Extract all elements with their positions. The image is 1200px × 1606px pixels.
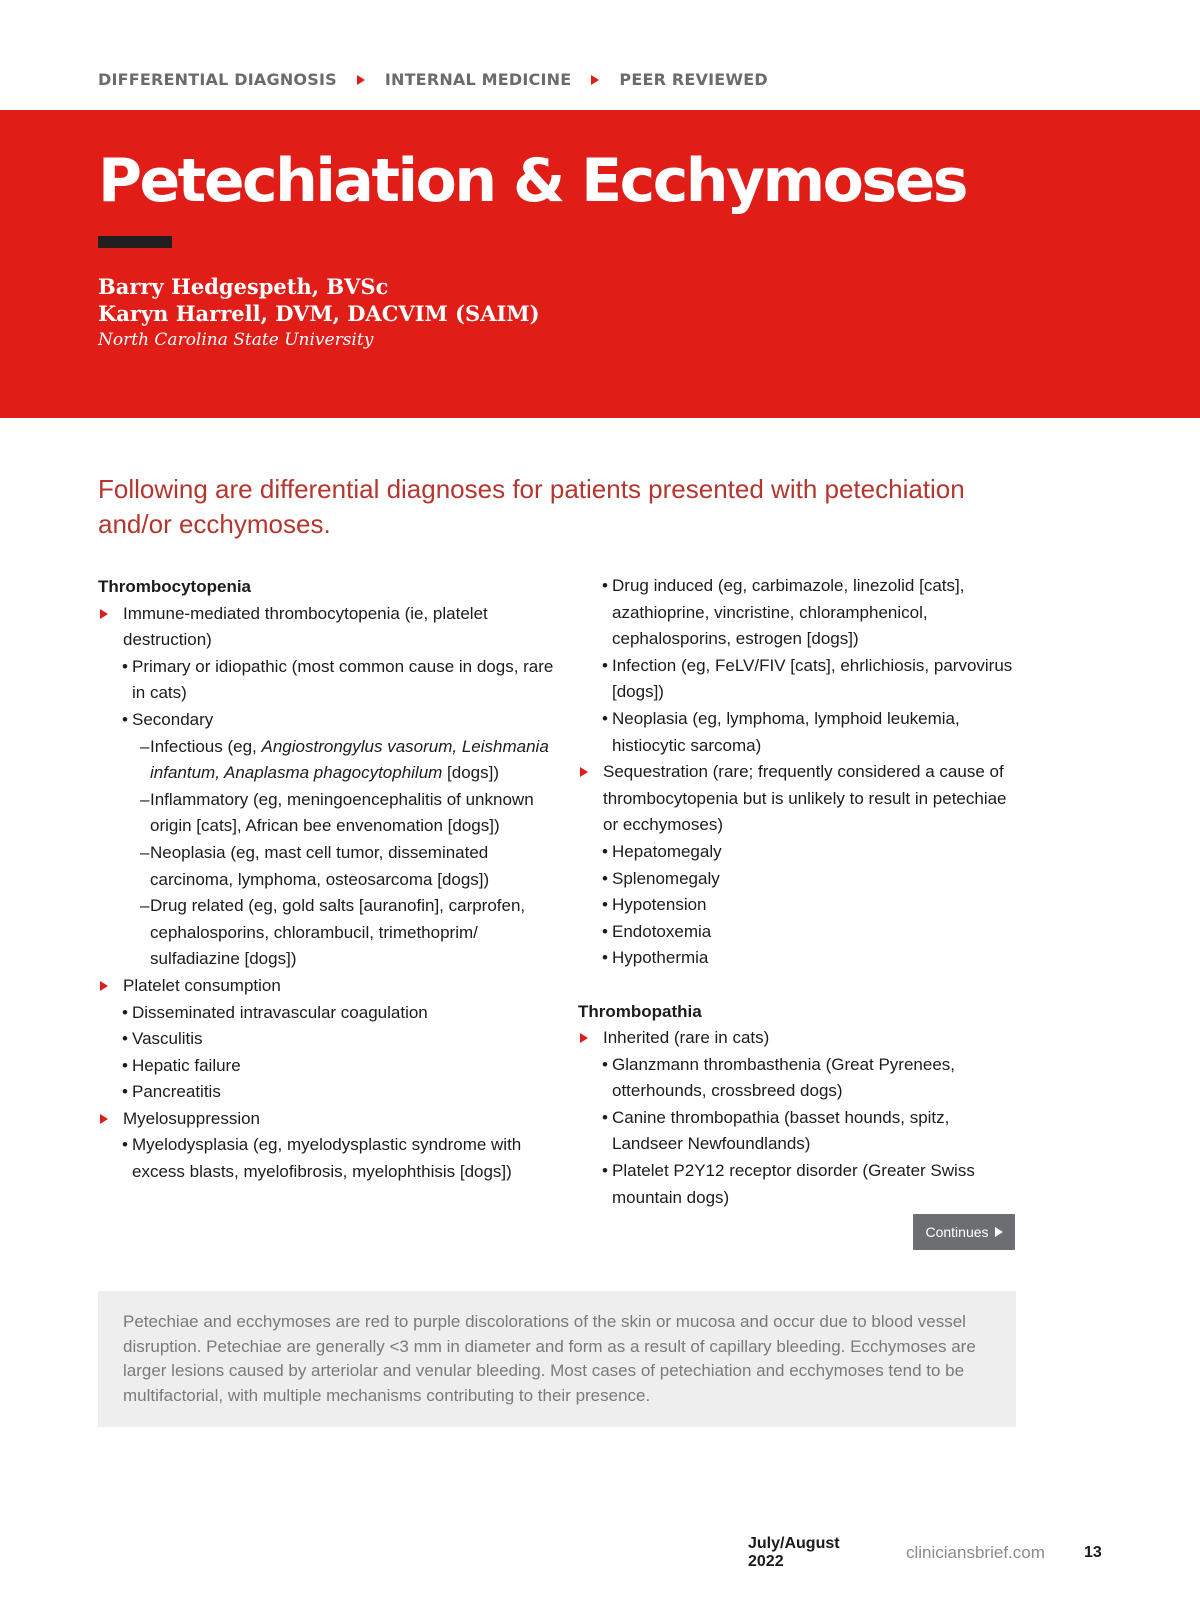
- pathogen-names: Angiostrongylus vasorum, Leishmania infantum, Anaplasma phagocytophilum: [150, 736, 549, 783]
- list-item: • Hepatic failure: [98, 1053, 558, 1080]
- list-item: • Vasculitis: [98, 1026, 558, 1053]
- website-link[interactable]: cliniciansbrief.com: [906, 1543, 1045, 1562]
- author-name: Karyn Harrell, DVM, DACVIM (SAIM): [98, 301, 540, 326]
- list-item: • Canine thrombopathia (basset hounds, spitz, Landseer Newfoundlands): [578, 1105, 1018, 1158]
- breadcrumb: [98, 70, 768, 89]
- section-heading-thrombocytopenia: Thrombocytopenia: [98, 577, 252, 596]
- list-item: Platelet consumption: [98, 973, 558, 1000]
- list-item: Inherited (rare in cats): [578, 1025, 1018, 1052]
- list-item: • Splenomegaly: [578, 866, 1018, 893]
- list-item: • Platelet P2Y12 receptor disorder (Greater Swiss mountain dogs): [578, 1158, 1018, 1211]
- list-item: • Drug induced (eg, carbimazole, linezolid [cats], azathioprine, vincristine, chloramphenicol, cephalosporins, estrogen [dogs]): [578, 573, 1018, 653]
- continues-button[interactable]: [913, 1214, 1015, 1250]
- list-item: Immune-mediated thrombocytopenia (ie, platelet destruction): [98, 601, 558, 654]
- issue-date: July/August 2022: [748, 1535, 840, 1570]
- list-item: • Secondary: [98, 707, 558, 734]
- list-item: • Neoplasia (eg, lymphoma, lymphoid leukemia, histiocytic sarcoma): [578, 706, 1018, 759]
- breadcrumb-item-internal-medicine: INTERNAL MEDICINE: [384, 70, 572, 89]
- page-title: Petechiation & Ecchymoses: [98, 146, 966, 216]
- authors-block: [98, 273, 540, 354]
- breadcrumb-item-differential-diagnosis: DIFFERENTIAL DIAGNOSIS: [98, 70, 337, 89]
- right-column: [578, 573, 1018, 1211]
- list-item: Myelosuppression: [98, 1106, 558, 1133]
- list-item: [98, 734, 558, 787]
- intro-text: Following are differential diagnoses for patients presented with petechiation and/or ecchymoses.: [98, 474, 965, 539]
- title-banner: [0, 110, 1200, 418]
- list-item: • Hypotension: [578, 892, 1018, 919]
- continues-label: Continues: [925, 1224, 989, 1240]
- list-item: • Hypothermia: [578, 945, 1018, 972]
- list-item: • Glanzmann thrombasthenia (Great Pyrenees, otterhounds, crossbreed dogs): [578, 1052, 1018, 1105]
- list-item: • Hepatomegaly: [578, 839, 1018, 866]
- breadcrumb-item-peer-reviewed: PEER REVIEWED: [619, 70, 768, 89]
- triangle-separator-icon: [591, 75, 599, 85]
- section-spacer: [578, 972, 1018, 999]
- list-item-text: Infectious (eg,: [150, 736, 262, 756]
- title-rule: [98, 236, 172, 248]
- list-item: • Myelodysplasia (eg, myelodysplastic syndrome with excess blasts, myelofibrosis, myelophthisis [dogs]): [98, 1132, 558, 1185]
- left-column: [98, 574, 558, 1186]
- callout-text: Petechiae and ecchymoses are red to purple discolorations of the skin or mucosa and occur due to blood vessel disruption. Petechiae are generally <3 mm in diameter and form as a result of capillary bleeding. Ecchymoses are larger lesions caused by arteriolar and venular bleeding. Most cases of petechiation and ecchymoses tend to be multifactorial, with multiple mechanisms contributing to their presence.: [123, 1312, 976, 1405]
- list-item: – Inflammatory (eg, meningoencephalitis of unknown origin [cats], African bee envenomation [dogs]): [98, 787, 558, 840]
- section-heading-thrombopathia: Thrombopathia: [578, 1001, 702, 1021]
- list-item: – Drug related (eg, gold salts [auranofin], carprofen, cephalosporins, chlorambucil, trimethoprim/ sulfadiazine [dogs]): [98, 893, 558, 973]
- author-affiliation: North Carolina State University: [98, 330, 374, 350]
- list-item: • Primary or idiopathic (most common cause in dogs, rare in cats): [98, 654, 558, 707]
- triangle-separator-icon: [357, 75, 365, 85]
- list-item: Sequestration (rare; frequently considered a cause of thrombocytopenia but is unlikely to result in petechiae or ecchymoses): [578, 759, 1018, 839]
- list-item: • Endotoxemia: [578, 919, 1018, 946]
- list-item: • Disseminated intravascular coagulation: [98, 1000, 558, 1027]
- list-item: • Infection (eg, FeLV/FIV [cats], ehrlichiosis, parvovirus [dogs]): [578, 653, 1018, 706]
- list-item-text: [dogs]): [442, 763, 500, 783]
- list-item: – Neoplasia (eg, mast cell tumor, disseminated carcinoma, lymphoma, osteosarcoma [dogs]): [98, 840, 558, 893]
- list-item: • Pancreatitis: [98, 1079, 558, 1106]
- definition-callout: [98, 1291, 1016, 1427]
- page-number: 13: [1084, 1544, 1102, 1561]
- author-name: Barry Hedgespeth, BVSc: [98, 274, 389, 299]
- play-arrow-icon: [995, 1227, 1003, 1237]
